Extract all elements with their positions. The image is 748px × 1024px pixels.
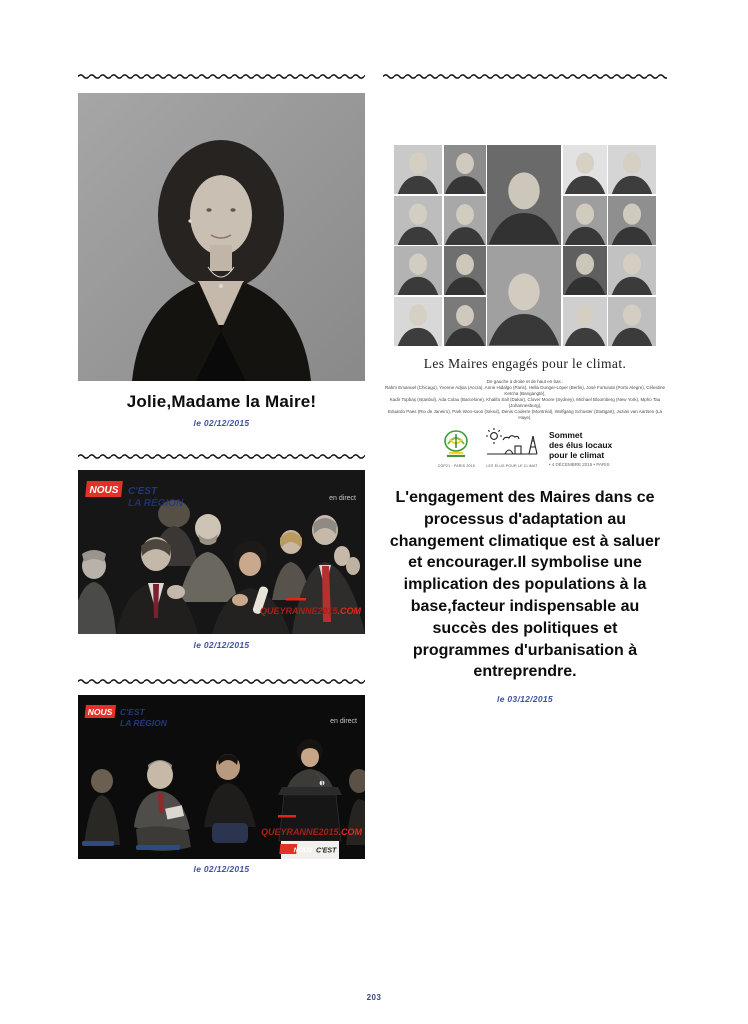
podium-sign-text-label: C'EST bbox=[316, 847, 337, 855]
collage-portrait bbox=[394, 145, 442, 194]
divider-wave bbox=[78, 677, 365, 685]
divider-wave bbox=[78, 452, 365, 460]
collage-portrait bbox=[608, 297, 656, 346]
nous-badge-label: NOUS bbox=[89, 485, 119, 496]
nous-badge bbox=[85, 481, 123, 497]
collage-portrait bbox=[394, 246, 442, 295]
post-date: le 02/12/2015 bbox=[193, 418, 250, 428]
photo-portrait-maire bbox=[78, 93, 365, 381]
collage-portrait bbox=[608, 196, 656, 245]
podium-sign bbox=[279, 841, 339, 859]
collage-portrait bbox=[563, 246, 607, 295]
slogan-line1-label: C'EST bbox=[128, 486, 158, 497]
fineprint-line: Eduardo Paes (Rio de Janeiro), Park Won-soon (Séoul), Denis Coderre (Montréal), Wolfgang Schuster (Stuttgart), Jozias van Aartsen (La Haye). bbox=[388, 408, 662, 420]
collage-maires bbox=[383, 145, 667, 468]
collage-fineprint bbox=[383, 379, 667, 421]
fineprint-line: De gauche à droite et de haut en bas : bbox=[486, 378, 564, 384]
collage-portrait bbox=[444, 145, 486, 194]
summit-title-block: Sommet des élus locaux pour le climat • 4 DÉCEMBRE 2015 • PARIS bbox=[548, 429, 613, 467]
cop21-logo bbox=[438, 428, 475, 468]
divider-wave bbox=[78, 72, 365, 80]
collage-portrait bbox=[444, 297, 486, 346]
live-label: en direct bbox=[329, 495, 356, 502]
summit-drawing-logo bbox=[485, 428, 539, 468]
summit-title: Sommet bbox=[548, 429, 583, 440]
nous-badge-label: NOUS bbox=[87, 707, 113, 717]
collage-portrait bbox=[563, 196, 607, 245]
cop21-label: COP21 · PARIS 2015 bbox=[437, 463, 475, 468]
logos-row bbox=[383, 428, 667, 468]
collage-caption: Les Maires engagés pour le climat. bbox=[423, 355, 627, 371]
collage-portrait bbox=[563, 297, 607, 346]
summit-drawing-icon bbox=[485, 428, 539, 458]
fineprint-line: Rahm Emanuel (Chicago), Yvonne Adjoa (Accra), Anne Hidalgo (Paris), Hella Dunger-Löper (Berlin), José Fortunati (Porto Alegre), Célestine Ketcha (Bangangté), bbox=[384, 384, 666, 396]
watermark-label: QUEYRANNE2015.COM bbox=[259, 606, 361, 616]
post-date: le 02/12/2015 bbox=[193, 640, 250, 650]
collage-portrait bbox=[563, 145, 607, 194]
page-number: 203 bbox=[366, 993, 382, 1002]
nous-badge bbox=[85, 705, 116, 718]
collage-grid bbox=[394, 145, 656, 346]
collage-portrait bbox=[608, 246, 656, 295]
watermark-dash bbox=[278, 815, 296, 818]
slogan-line1-label: C'EST bbox=[120, 707, 145, 717]
collage-portrait bbox=[394, 297, 442, 346]
collage-portrait bbox=[444, 196, 486, 245]
post-date: le 02/12/2015 bbox=[193, 864, 250, 874]
post-date: le 03/12/2015 bbox=[497, 694, 553, 704]
collage-portrait bbox=[444, 246, 486, 295]
collage-portrait bbox=[394, 196, 442, 245]
photo-caption: Jolie,Madame la Maire! bbox=[126, 392, 317, 411]
slogan-line2-label: LA RÉGION bbox=[120, 718, 167, 728]
divider-wave bbox=[383, 72, 667, 80]
slogan-line2-label: LA RÉGION bbox=[128, 498, 184, 509]
watermark-label: QUEYRANNE2015.COM bbox=[260, 827, 362, 837]
summit-drawing-label: LES ÉLUS POUR LE CLIMAT bbox=[486, 463, 538, 468]
engagement-text: L'engagement des Maires dans ce processus d'adaptation au changement climatique est à saluer et encourager.Il symbolise une implication des populations à la base,facteur indispensable au succès des politiques et programmes d'urbanisation à entreprendre. bbox=[389, 489, 661, 681]
collage-portrait bbox=[608, 145, 656, 194]
summit-subtitle: • 4 DÉCEMBRE 2015 • PARIS bbox=[548, 461, 610, 467]
podium-sign-badge-label: NOUS bbox=[293, 847, 313, 854]
photo-rally-podium bbox=[78, 695, 365, 859]
fineprint-line: Kadir Topbaş (Istanbul), Ada Colau (Barcelone), Khalifa Sall (Dakar), Clover Moore (Sydney), Michael Bloomberg (New York), Mpho Tau (Johannesburg), bbox=[389, 396, 661, 408]
photo-rally-applause bbox=[78, 470, 365, 634]
cop21-logo-icon bbox=[440, 428, 472, 458]
collage-portrait bbox=[487, 145, 561, 245]
collage-portrait bbox=[487, 246, 561, 346]
watermark-dash bbox=[286, 598, 306, 601]
live-label: en direct bbox=[330, 718, 357, 725]
